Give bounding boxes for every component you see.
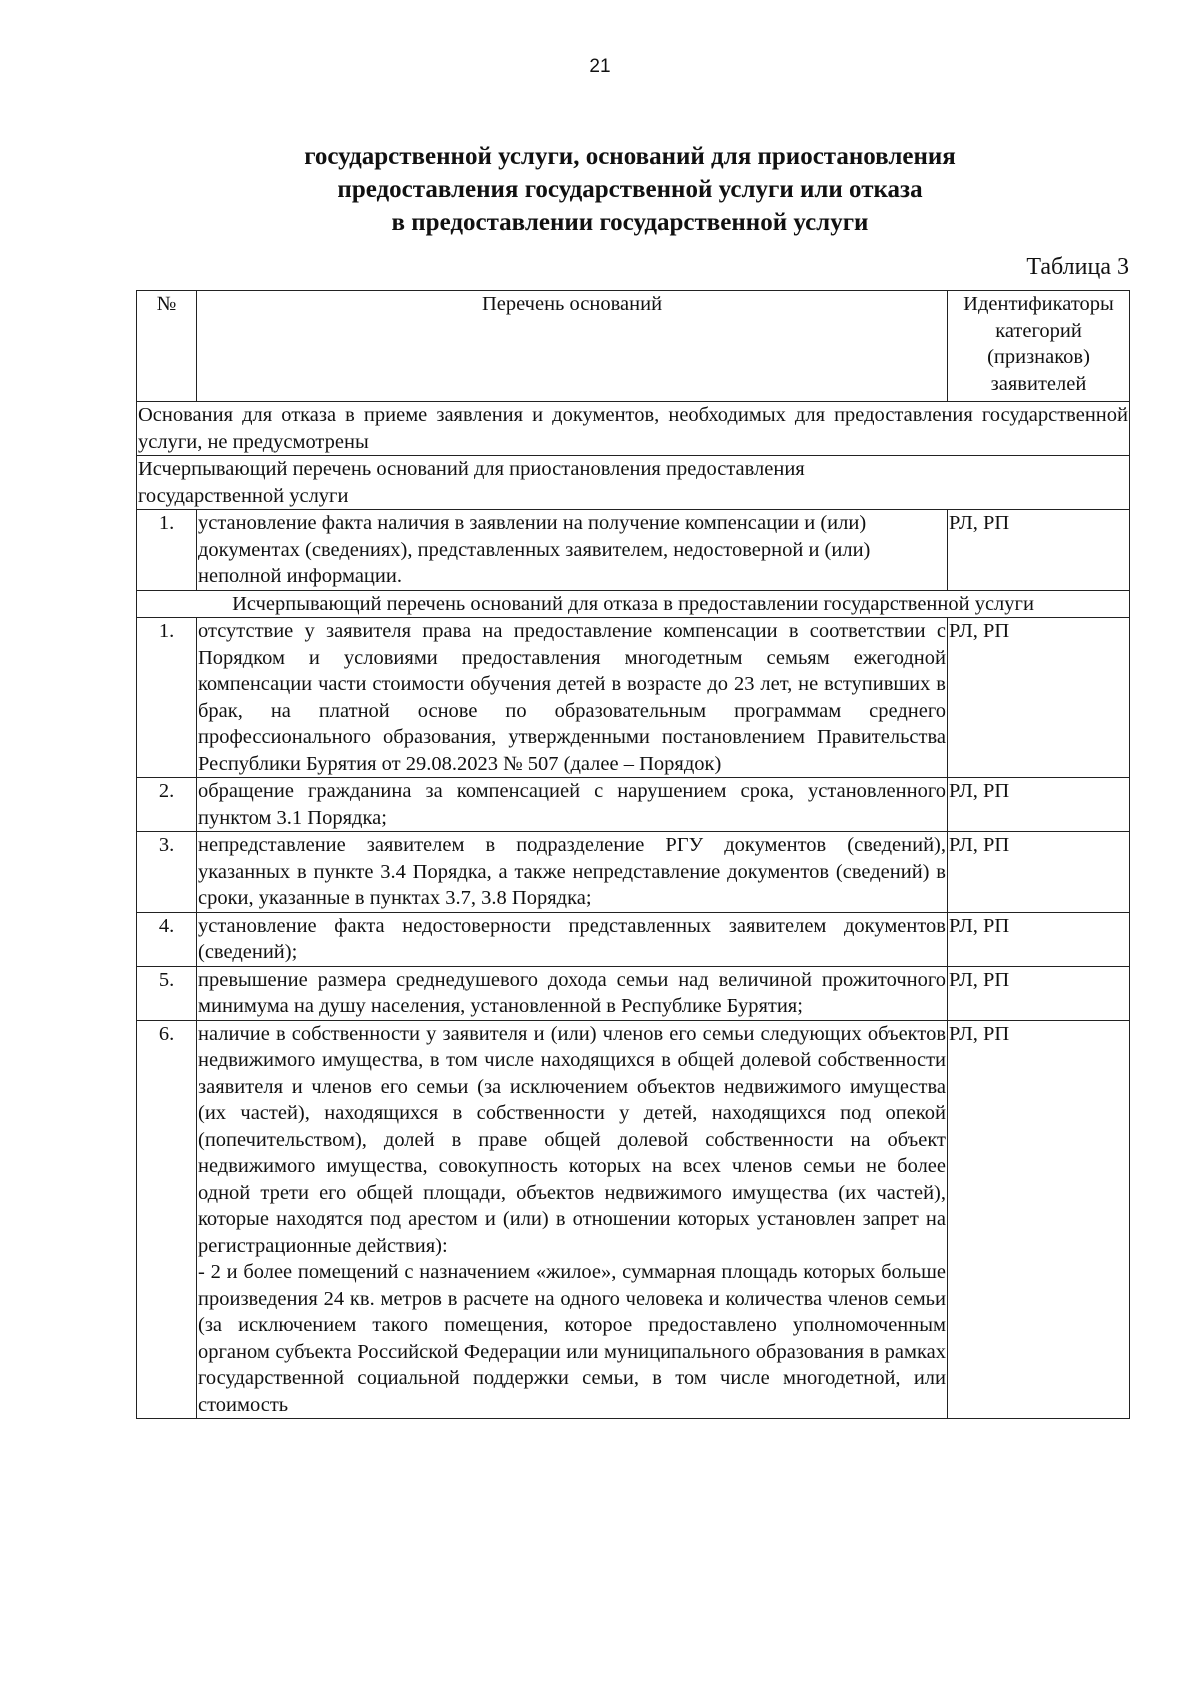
row-number: 4. bbox=[137, 912, 197, 966]
section-row-reception bbox=[137, 402, 1130, 456]
row-number: 2. bbox=[137, 778, 197, 832]
section-heading bbox=[200, 140, 1060, 239]
table-row bbox=[137, 618, 1130, 778]
table-header-row bbox=[137, 291, 1130, 402]
row-text-continuation: - 2 и более помещений с назначением «жилое», суммарная площадь которых больше произведения 24 кв. метров в расчете на одного человека и количества членов семьи (за исключением такого помещения, которое предоставлено уполномоченным органом субъекта Российской Федерации или муниципального образования в рамках государственной социальной поддержки семьи, в том числе многодетной, или стоимость bbox=[198, 1261, 946, 1416]
row-text: отсутствие у заявителя права на предоставление компенсации в соответствии с Порядком и условиями предоставления многодетным семьям ежегодной компенсации части стоимости обучения детей в возрасте до 23 лет, не вступивших в брак, на платной основе по образовательным программам среднего профессионального образования, утвержденными постановлением Правительства Республики Бурятия от 29.08.2023 № 507 (далее – Порядок) bbox=[197, 618, 948, 778]
header-identifiers: Идентификаторы категорий (признаков) заявителей bbox=[948, 291, 1130, 402]
section-row-suspension bbox=[137, 456, 1130, 510]
row-text: непредставление заявителем в подразделение РГУ документов (сведений), указанных в пункте 3.4 Порядка, а также непредставление документов (сведений) в сроки, указанные в пунктах 3.7, 3.8 Порядка; bbox=[197, 832, 948, 913]
row-number: 5. bbox=[137, 966, 197, 1020]
table-row bbox=[137, 778, 1130, 832]
heading-line-2: предоставления государственной услуги или отказа bbox=[337, 176, 923, 203]
row-number: 6. bbox=[137, 1020, 197, 1419]
row-identifiers: РЛ, РП bbox=[948, 832, 1130, 913]
row-identifiers: РЛ, РП bbox=[948, 510, 1130, 591]
table-row bbox=[137, 1020, 1130, 1419]
row-number: 3. bbox=[137, 832, 197, 913]
row-text: обращение гражданина за компенсацией с нарушением срока, установленного пунктом 3.1 Порядка; bbox=[197, 778, 948, 832]
row-text: наличие в собственности у заявителя и (или) членов его семьи следующих объектов недвижимого имущества, в том числе находящихся в общей долевой собственности заявителя и членов его семьи (за исключением объектов недвижимого имущества (их частей), находящихся в собственности у детей, находящихся под опекой (попечительством), долей в праве общей долевой собственности на объект недвижимого имущества, совокупность которых на всех членов семьи не более одной трети его общей площади, объектов недвижимого имущества (их частей), которые находятся под арестом и (или) в отношении которых установлен запрет на регистрационные действия): bbox=[198, 1022, 946, 1257]
table-row bbox=[137, 966, 1130, 1020]
row-text: установление факта наличия в заявлении на получение компенсации и (или) документах (сведениях), представленных заявителем, недостоверной и (или) неполной информации. bbox=[197, 510, 948, 591]
section-row-refusal bbox=[137, 590, 1130, 618]
table-caption: Таблица 3 bbox=[1026, 254, 1129, 280]
row-identifiers: РЛ, РП bbox=[948, 778, 1130, 832]
header-reasons: Перечень оснований bbox=[197, 291, 948, 402]
section-reception-text: Основания для отказа в приеме заявления и документов, необходимых для предоставления государственной услуги, не предусмотрены bbox=[137, 402, 1130, 456]
row-text-cell bbox=[197, 1020, 948, 1419]
page-number: 21 bbox=[589, 56, 611, 77]
table-row bbox=[137, 832, 1130, 913]
row-identifiers: РЛ, РП bbox=[948, 1020, 1130, 1419]
row-text: превышение размера среднедушевого дохода семьи над величиной прожиточного минимума на душу населения, установленной в Республике Бурятия; bbox=[197, 966, 948, 1020]
grounds-table bbox=[136, 290, 1130, 1419]
row-identifiers: РЛ, РП bbox=[948, 618, 1130, 778]
heading-line-3: в предоставлении государственной услуги bbox=[391, 209, 869, 236]
table-row bbox=[137, 912, 1130, 966]
row-identifiers: РЛ, РП bbox=[948, 966, 1130, 1020]
row-number: 1. bbox=[137, 618, 197, 778]
section-suspension-text: Исчерпывающий перечень оснований для приостановления предоставления государственной услуги bbox=[137, 456, 1130, 510]
row-text: установление факта недостоверности представленных заявителем документов (сведений); bbox=[197, 912, 948, 966]
heading-line-1: государственной услуги, оснований для приостановления bbox=[304, 143, 956, 170]
table-row bbox=[137, 510, 1130, 591]
row-number: 1. bbox=[137, 510, 197, 591]
row-identifiers: РЛ, РП bbox=[948, 912, 1130, 966]
section-refusal-text: Исчерпывающий перечень оснований для отказа в предоставлении государственной услуги bbox=[137, 590, 1130, 618]
header-number: № bbox=[137, 291, 197, 402]
